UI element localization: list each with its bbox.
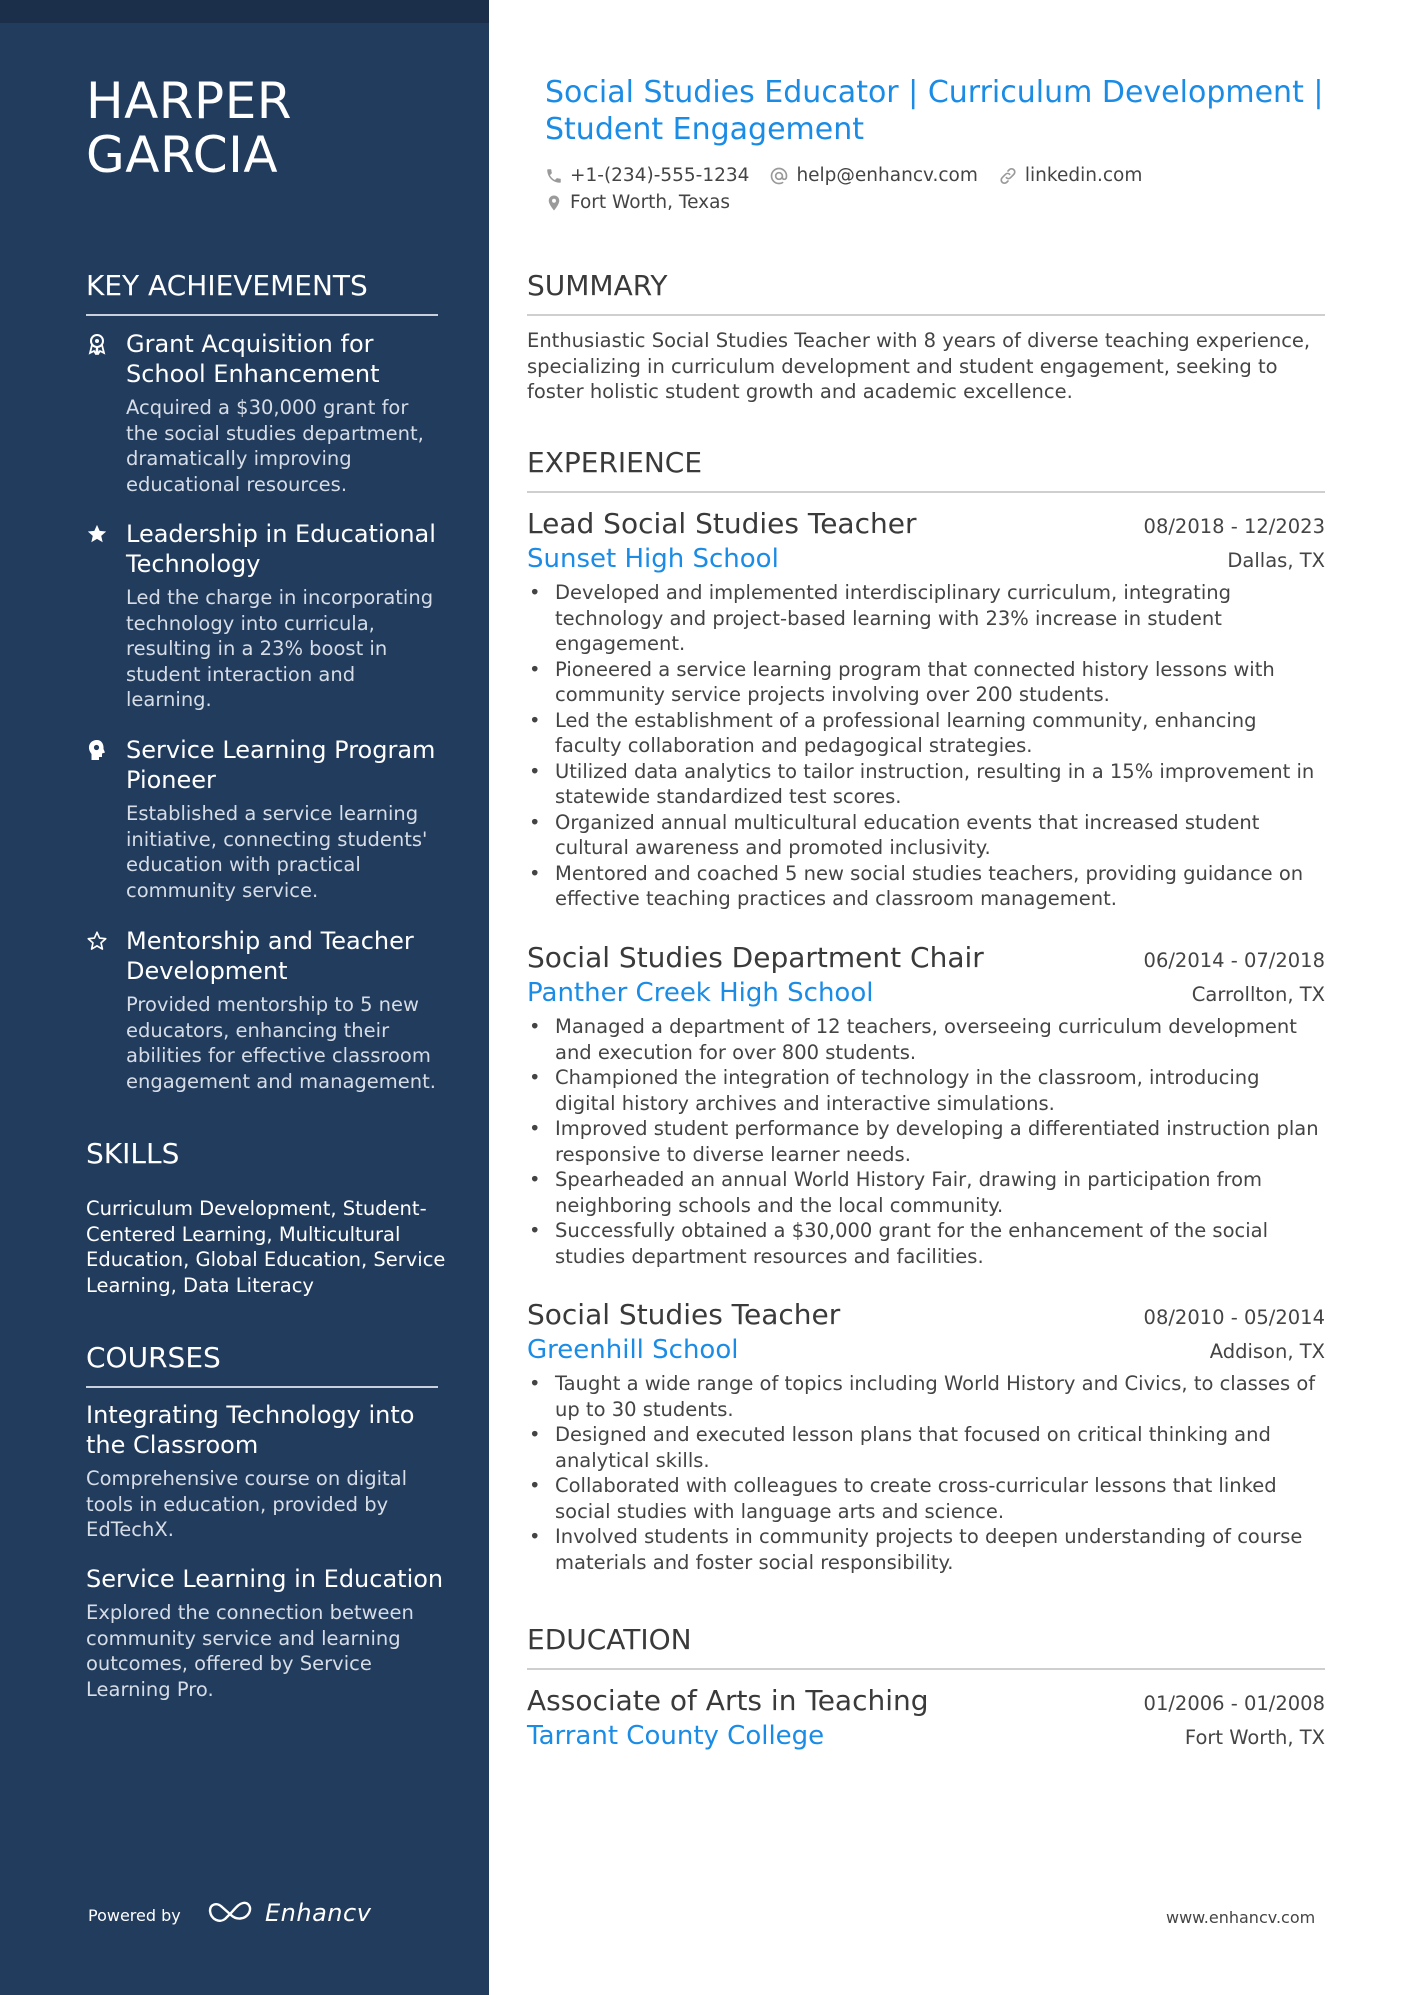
- link-icon: [998, 166, 1018, 186]
- bullet-item: • Involved students in community projects to deepen understanding of course materials and foster social responsibility.: [527, 1524, 1325, 1575]
- bullet-item: • Developed and implemented interdisciplinary curriculum, integrating technology and project-based learning with 23% increase in student engagement.: [527, 580, 1325, 657]
- enhancv-logo[interactable]: [207, 1898, 371, 1928]
- achievement-item: [86, 519, 446, 713]
- job-location: Addison, TX: [1209, 1340, 1325, 1363]
- bullet-item: • Led the establishment of a professional learning community, enhancing faculty collaboration and pedagogical strategies.: [527, 708, 1325, 759]
- bullet-item: • Pioneered a service learning program that connected history lessons with community service projects involving over 200 students.: [527, 657, 1325, 708]
- job-dates: 08/2018 - 12/2023: [1143, 515, 1325, 538]
- bullet-item: • Designed and executed lesson plans that focused on critical thinking and analytical skills.: [527, 1422, 1325, 1473]
- achievement-title: Leadership in Educational Technology: [126, 520, 436, 578]
- phone-icon: [545, 167, 563, 185]
- course-title: Integrating Technology into the Classroom: [86, 1401, 415, 1459]
- job-company: Greenhill School: [527, 1335, 739, 1365]
- experience-heading: EXPERIENCE: [527, 445, 1325, 493]
- linkedin-contact[interactable]: [998, 165, 1142, 186]
- bullet-item: • Improved student performance by developing a differentiated instruction plan responsive to diverse learner needs.: [527, 1116, 1325, 1167]
- job-location: Dallas, TX: [1227, 549, 1325, 572]
- course-desc: Explored the connection between community service and learning outcomes, offered by Service Learning Pro.: [86, 1601, 414, 1701]
- sidebar: [0, 0, 489, 1995]
- footer-site-link[interactable]: www.enhancv.com: [1166, 1908, 1316, 1927]
- email-text: help@enhancv.com: [796, 165, 978, 186]
- achievement-title: Mentorship and Teacher Development: [126, 927, 414, 985]
- skills-heading: SKILLS: [86, 1137, 180, 1170]
- education-dates: 01/2006 - 01/2008: [1143, 1692, 1325, 1715]
- phone-contact[interactable]: [545, 165, 749, 186]
- head-lightbulb-icon: [86, 738, 108, 762]
- summary-heading: SUMMARY: [527, 268, 1325, 316]
- job-bullets: [527, 580, 1325, 912]
- bullet-item: • Successfully obtained a $30,000 grant for the enhancement of the social studies department resources and facilities.: [527, 1218, 1325, 1269]
- course-title: Service Learning in Education: [86, 1565, 444, 1593]
- courses-heading: COURSES: [86, 1340, 438, 1388]
- headline-line-1: Social Studies Educator | Curriculum Development |: [545, 75, 1324, 110]
- headline-line-2: Student Engagement: [545, 112, 864, 147]
- bullet-item: • Managed a department of 12 teachers, overseeing curriculum development and execution for over 800 students.: [527, 1014, 1325, 1065]
- school-name: Tarrant County College: [527, 1721, 825, 1751]
- education-entry: [527, 1683, 1325, 1753]
- powered-by-label: Powered by: [88, 1906, 181, 1925]
- job-title: Social Studies Teacher: [527, 1298, 841, 1331]
- skills-list: Curriculum Development, Student-Centered Learning, Multicultural Education, Global Education, Service Learning, Data Literacy: [86, 1197, 446, 1297]
- bullet-item: • Spearheaded an annual World History Fair, drawing in participation from neighboring schools and the local community.: [527, 1167, 1325, 1218]
- job-bullets: [527, 1014, 1325, 1269]
- name-line-2: GARCIA: [86, 126, 279, 184]
- enhancv-logo-icon: [207, 1898, 255, 1928]
- job-location: Carrollton, TX: [1191, 983, 1325, 1006]
- course-item: [86, 1400, 446, 1543]
- achievement-desc: Established a service learning initiative, connecting students' education with practical community service.: [126, 802, 428, 902]
- bullet-item: • Mentored and coached 5 new social studies teachers, providing guidance on effective teaching practices and classroom management.: [527, 861, 1325, 912]
- location-contact: [545, 192, 730, 213]
- star-outline-icon: [86, 929, 108, 953]
- name-line-1: HARPER: [86, 72, 293, 130]
- achievement-item: [86, 329, 446, 497]
- at-icon: [769, 166, 789, 186]
- job-company: Sunset High School: [527, 544, 779, 574]
- headline: [545, 74, 1335, 148]
- email-contact[interactable]: [769, 165, 977, 186]
- bullet-item: • Taught a wide range of topics including World History and Civics, to classes of up to 30 students.: [527, 1371, 1325, 1422]
- job-entry: [527, 1297, 1325, 1575]
- key-achievements-heading: KEY ACHIEVEMENTS: [86, 268, 438, 316]
- location-row: [545, 192, 750, 213]
- location-pin-icon: [545, 193, 563, 213]
- candidate-name: [86, 74, 446, 182]
- job-dates: 06/2014 - 07/2018: [1143, 949, 1325, 972]
- star-filled-icon: [86, 522, 108, 546]
- achievement-title: Grant Acquisition for School Enhancement: [126, 330, 380, 388]
- bullet-item: • Utilized data analytics to tailor instruction, resulting in a 15% improvement in statewide standardized test scores.: [527, 759, 1325, 810]
- contact-row: [545, 165, 1162, 186]
- degree-title: Associate of Arts in Teaching: [527, 1684, 929, 1717]
- linkedin-text: linkedin.com: [1024, 165, 1143, 186]
- bullet-item: • Championed the integration of technology in the classroom, introducing digital history archives and interactive simulations.: [527, 1065, 1325, 1116]
- job-entry: [527, 506, 1325, 912]
- job-title: Social Studies Department Chair: [527, 941, 984, 974]
- job-title: Lead Social Studies Teacher: [527, 507, 917, 540]
- course-desc: Comprehensive course on digital tools in education, provided by EdTechX.: [86, 1467, 408, 1541]
- achievement-desc: Acquired a $30,000 grant for the social studies department, dramatically improving educational resources.: [126, 396, 424, 496]
- achievement-desc: Provided mentorship to 5 new educators, enhancing their abilities for effective classroom engagement and management.: [126, 993, 436, 1093]
- enhancv-logo-text: Enhancv: [265, 1899, 372, 1927]
- achievement-item: [86, 735, 446, 903]
- job-company: Panther Creek High School: [527, 978, 874, 1008]
- education-location: Fort Worth, TX: [1184, 1726, 1325, 1749]
- phone-text: +1-(234)-555-1234: [570, 165, 750, 186]
- education-heading: EDUCATION: [527, 1622, 1325, 1670]
- achievement-item: [86, 926, 446, 1094]
- course-item: [86, 1564, 446, 1702]
- job-bullets: [527, 1371, 1325, 1575]
- bullet-item: • Collaborated with colleagues to create cross-curricular lessons that linked social studies with language arts and science.: [527, 1473, 1325, 1524]
- award-icon: [86, 332, 108, 356]
- job-entry: [527, 940, 1325, 1269]
- bullet-item: • Organized annual multicultural education events that increased student cultural awareness and promoted inclusivity.: [527, 810, 1325, 861]
- achievement-title: Service Learning Program Pioneer: [126, 736, 436, 794]
- location-text: Fort Worth, Texas: [570, 192, 731, 213]
- summary-text: Enthusiastic Social Studies Teacher with 8 years of diverse teaching experience, specializing in curriculum development and student engagement, seeking to foster holistic student growth and academic excellence.: [527, 329, 1311, 403]
- sidebar-top-bar: [0, 0, 489, 23]
- job-dates: 08/2010 - 05/2014: [1143, 1306, 1325, 1329]
- achievement-desc: Led the charge in incorporating technology into curricula, resulting in a 23% boost in student interaction and learning.: [126, 586, 434, 711]
